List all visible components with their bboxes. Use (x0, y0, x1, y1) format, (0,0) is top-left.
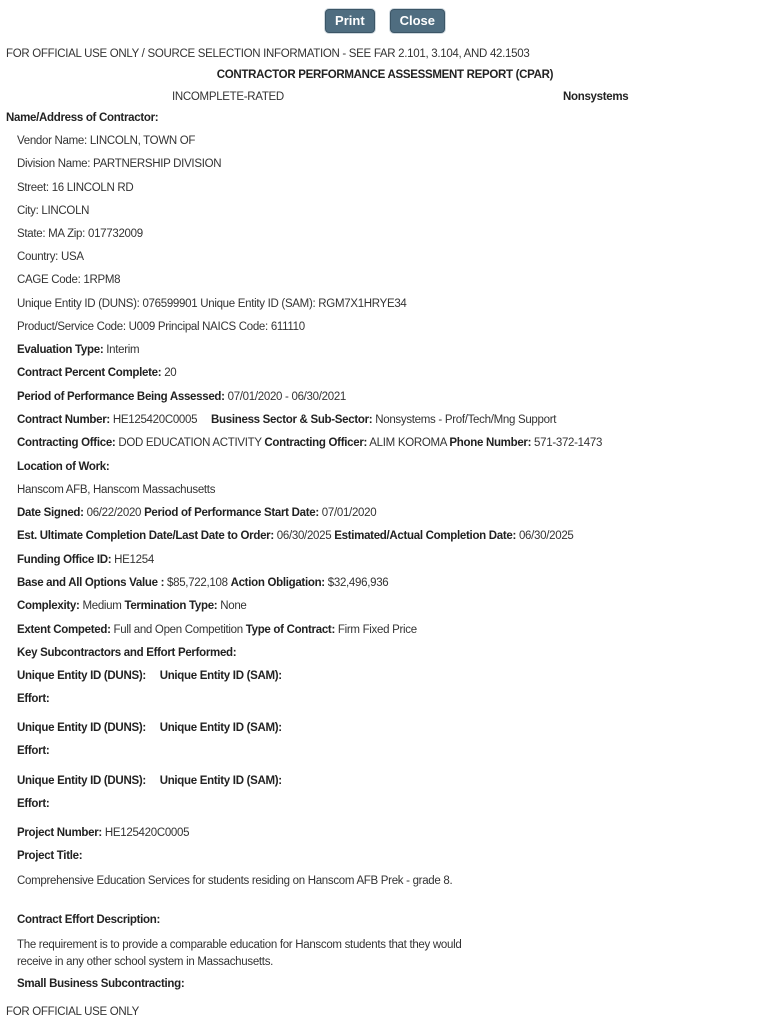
base-value-value: $85,722,108 (167, 577, 228, 589)
psc-label: Product/Service Code: (17, 321, 126, 333)
subcontractor-sam-label: Unique Entity ID (SAM): (159, 775, 282, 787)
naics-value: 611110 (270, 321, 305, 333)
country-label: Country: (17, 251, 59, 263)
country-value: USA (60, 251, 84, 263)
contracting-officer-value: ALIM KOROMA (369, 437, 447, 449)
contract-type-label: Type of Contract: (245, 624, 335, 636)
period-assessed-value: 07/01/2020 - 06/30/2021 (227, 391, 347, 403)
report-title: CONTRACTOR PERFORMANCE ASSESSMENT REPORT (CPAR) (216, 69, 554, 81)
top-toolbar (0, 9, 770, 33)
sam-label: Unique Entity ID (SAM): (200, 298, 316, 310)
project-number-row (17, 826, 189, 840)
business-sector-label: Business Sector & Sub-Sector: (211, 414, 373, 426)
project-title-value: Comprehensive Education Services for students residing on Hanscom AFB Prek - grade 8. (17, 875, 453, 887)
vendor-name-row (17, 134, 195, 148)
evaluation-type-row (17, 343, 139, 357)
subcontractor-sam-label: Unique Entity ID (SAM): (159, 722, 282, 734)
contract-effort-value: The requirement is to provide a comparable education for Hanscom students that they would receive in any other school system in Massachusetts. (17, 939, 462, 968)
business-sector-value: Nonsystems - Prof/Tech/Mng Support (375, 414, 557, 426)
cage-code-label: CAGE Code: (17, 274, 81, 286)
psc-value: U009 (128, 321, 155, 333)
evaluation-type-label: Evaluation Type: (17, 344, 104, 356)
location-of-work-value: Hanscom AFB, Hanscom Massachusetts (17, 484, 216, 496)
action-obligation-value: $32,496,936 (327, 577, 389, 589)
date-signed-value: 06/22/2020 (86, 507, 142, 519)
project-title-label: Project Title: (17, 850, 83, 862)
state-zip-row (17, 227, 143, 241)
fouo-banner: FOR OFFICIAL USE ONLY / SOURCE SELECTION INFORMATION - SEE FAR 2.101, 3.104, AND 42.1503 (6, 48, 530, 60)
contract-number-row (17, 413, 556, 427)
date-signed-label: Date Signed: (17, 507, 84, 519)
percent-complete-row (17, 366, 176, 380)
phone-number-value: 571-372-1473 (534, 437, 603, 449)
unique-entity-row (17, 297, 407, 311)
street-value: 16 LINCOLN RD (51, 182, 134, 194)
subcontractor-3-ids (17, 774, 282, 788)
subcontractor-duns-label: Unique Entity ID (DUNS): (17, 670, 146, 682)
est-completion-label: Est. Ultimate Completion Date/Last Date to Order: (17, 530, 274, 542)
vendor-name-value: LINCOLN, TOWN OF (89, 135, 196, 147)
duns-value: 076599901 (142, 298, 198, 310)
project-number-value: HE125420C0005 (104, 827, 190, 839)
est-completion-value: 06/30/2025 (276, 530, 332, 542)
country-row (17, 250, 84, 264)
contract-number-value: HE125420C0005 (112, 414, 198, 426)
product-code-row (17, 320, 305, 334)
date-signed-row (17, 506, 376, 520)
complexity-row (17, 599, 247, 613)
actual-completion-value: 06/30/2025 (518, 530, 574, 542)
city-label: City: (17, 205, 39, 217)
state-label: State: (17, 228, 46, 240)
street-label: Street: (17, 182, 49, 194)
zip-label: Zip: (67, 228, 86, 240)
naics-label: Principal NAICS Code: (157, 321, 268, 333)
pop-start-label: Period of Performance Start Date: (144, 507, 319, 519)
termination-type-value: None (220, 600, 247, 612)
extent-competed-label: Extent Competed: (17, 624, 111, 636)
contract-number-label: Contract Number: (17, 414, 110, 426)
completion-date-row (17, 529, 574, 543)
contracting-office-value: DOD EDUCATION ACTIVITY (118, 437, 262, 449)
cage-code-value: 1RPM8 (83, 274, 121, 286)
subcontractor-sam-label: Unique Entity ID (SAM): (159, 670, 282, 682)
close-button[interactable]: Close (390, 9, 445, 33)
actual-completion-label: Estimated/Actual Completion Date: (334, 530, 517, 542)
contractor-heading: Name/Address of Contractor: (6, 112, 159, 124)
contracting-office-row (17, 436, 602, 450)
extent-competed-value: Full and Open Competition (113, 624, 243, 636)
period-assessed-label: Period of Performance Being Assessed: (17, 391, 225, 403)
project-number-label: Project Number: (17, 827, 102, 839)
subcontractor-1-effort-label: Effort: (17, 693, 50, 705)
subcontractor-1-ids (17, 669, 282, 683)
division-name-row (17, 157, 221, 171)
funding-office-value: HE1254 (114, 554, 154, 566)
small-business-label: Small Business Subcontracting: (17, 978, 185, 990)
phone-number-label: Phone Number: (449, 437, 532, 449)
report-status: INCOMPLETE-RATED (172, 91, 284, 103)
state-value: MA (48, 228, 65, 240)
termination-type-label: Termination Type: (124, 600, 218, 612)
percent-complete-value: 20 (164, 367, 177, 379)
city-value: LINCOLN (41, 205, 90, 217)
subcontractor-3-effort-label: Effort: (17, 798, 50, 810)
contract-type-value: Firm Fixed Price (337, 624, 417, 636)
percent-complete-label: Contract Percent Complete: (17, 367, 162, 379)
complexity-value: Medium (82, 600, 122, 612)
evaluation-type-value: Interim (106, 344, 140, 356)
contracting-officer-label: Contracting Officer: (264, 437, 368, 449)
sam-value: RGM7X1HRYE34 (318, 298, 407, 310)
contract-effort-label: Contract Effort Description: (17, 914, 161, 926)
subcontractor-2-effort-label: Effort: (17, 745, 50, 757)
key-subcontractors-heading: Key Subcontractors and Effort Performed: (17, 647, 237, 659)
city-row (17, 204, 89, 218)
duns-label: Unique Entity ID (DUNS): (17, 298, 140, 310)
pop-start-value: 07/01/2020 (321, 507, 377, 519)
contracting-office-label: Contracting Office: (17, 437, 116, 449)
fouo-footer: FOR OFFICIAL USE ONLY (6, 1006, 139, 1018)
street-row (17, 181, 133, 195)
location-of-work-label: Location of Work: (17, 461, 110, 473)
division-name-label: Division Name: (17, 158, 91, 170)
subcontractor-2-ids (17, 721, 282, 735)
zip-value: 017732009 (87, 228, 143, 240)
funding-office-label: Funding Office ID: (17, 554, 112, 566)
complexity-label: Complexity: (17, 600, 80, 612)
print-button[interactable]: Print (325, 9, 375, 33)
subcontractor-duns-label: Unique Entity ID (DUNS): (17, 775, 146, 787)
action-obligation-label: Action Obligation: (230, 577, 325, 589)
subcontractor-duns-label: Unique Entity ID (DUNS): (17, 722, 146, 734)
vendor-name-label: Vendor Name: (17, 135, 87, 147)
value-row (17, 576, 388, 590)
period-assessed-row (17, 390, 346, 404)
extent-competed-row (17, 623, 417, 637)
base-value-label: Base and All Options Value : (17, 577, 165, 589)
report-category: Nonsystems (563, 91, 629, 103)
division-name-value: PARTNERSHIP DIVISION (93, 158, 222, 170)
funding-office-row (17, 553, 154, 567)
cage-code-row (17, 273, 120, 287)
